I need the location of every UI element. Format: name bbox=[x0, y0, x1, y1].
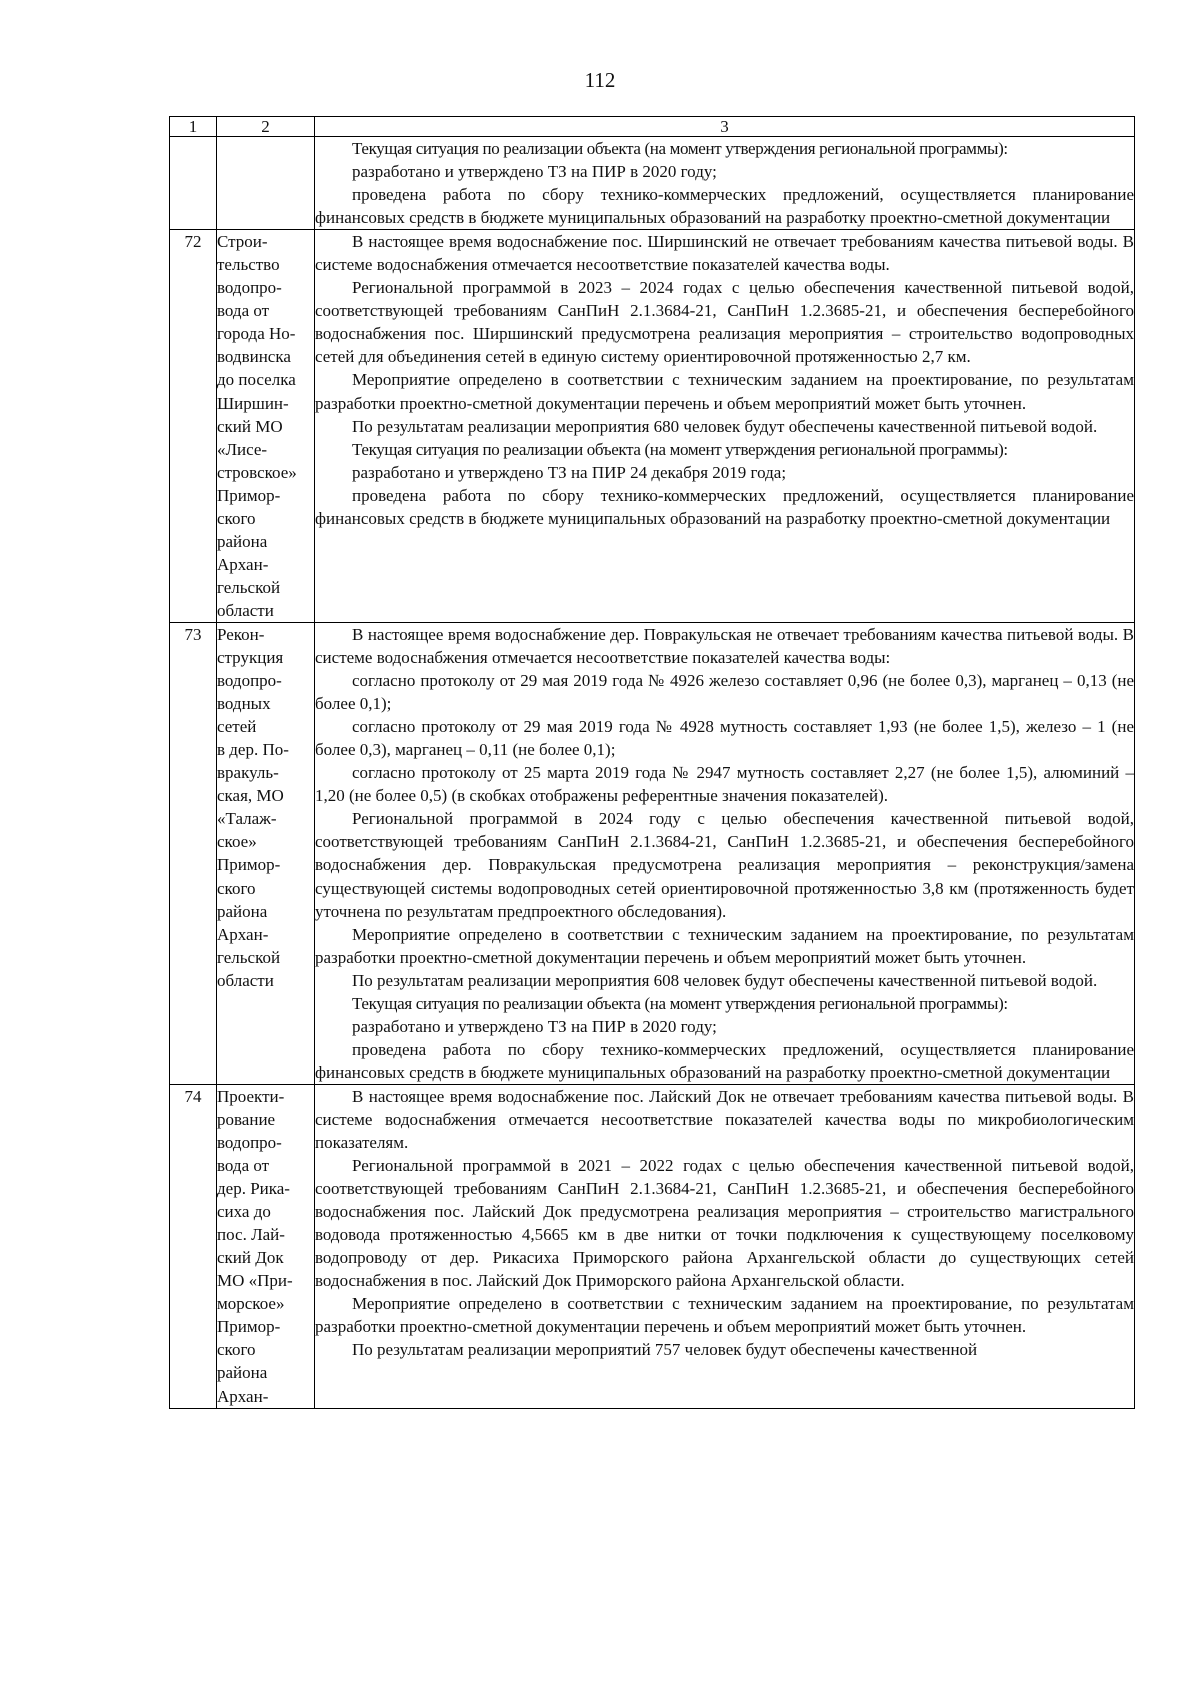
description-paragraph: разработано и утверждено ТЗ на ПИР в 2020 году; bbox=[352, 1016, 717, 1036]
column-header-2: 2 bbox=[217, 117, 315, 137]
object-name-line: района bbox=[217, 531, 268, 551]
description-paragraph: Региональной программой в 2024 году с целью обеспечения качественной питьевой водой, соответствующей требованиям СанПиН 2.1.3684-21, СанПиН 1.2.3685-21, и обеспечения бесперебойного водоснабжения дер. Повракульская предусмотрена реализация мероприятия – реконструкция/замена существующей системы водопроводных сетей ориентировочной протяженностью 3,8 км (протяженность будет уточнена по результатам предпроектного обследования). bbox=[315, 809, 1134, 921]
object-name-line: вода от bbox=[217, 1156, 270, 1176]
object-name-line: ский МО bbox=[217, 416, 283, 436]
page-number: 112 bbox=[584, 68, 616, 92]
description-paragraph: разработано и утверждено ТЗ на ПИР 24 декабря 2019 года; bbox=[352, 462, 787, 482]
object-name-line: Примор- bbox=[217, 855, 281, 875]
object-name-cell bbox=[217, 137, 315, 230]
object-name-line: водопро- bbox=[217, 671, 282, 691]
object-name-line: вода от bbox=[217, 301, 270, 321]
object-name-line: до поселка bbox=[217, 370, 296, 390]
object-name-line: сиха до bbox=[217, 1202, 271, 1222]
description-paragraph: Региональной программой в 2021 – 2022 годах с целью обеспечения качественной питьевой водой, соответствующей требованиям СанПиН 2.1.3684-21, СанПиН 1.2.3685-21, и обеспечения бесперебойного водоснабжения пос. Лайский Док предусмотрена реализация мероприятия – строительство магистрального водовода протяженностью 4,5665 км в две нитки от точки подключения к существующему поселковому водопроводу от дер. Рикасиха Приморского района Архангельской области до существующих сетей водоснабжения в пос. Лайский Док Приморского района Архангельской области. bbox=[315, 1156, 1134, 1291]
description-cell bbox=[315, 622, 1135, 1084]
object-name-line: ского bbox=[217, 878, 256, 898]
description-cell bbox=[315, 230, 1135, 623]
object-name-cell bbox=[217, 230, 315, 623]
description-paragraph: Текущая ситуация по реализации объекта (на момент утверждения региональной программы): bbox=[352, 139, 1008, 158]
object-name-line: ский Док bbox=[217, 1248, 284, 1268]
object-name-line: водвинска bbox=[217, 347, 291, 367]
object-name-line: пос. Лай- bbox=[217, 1225, 285, 1245]
object-name-line: ского bbox=[217, 508, 256, 528]
object-name-line: области bbox=[217, 600, 274, 620]
table-header-row bbox=[170, 117, 1135, 137]
object-name-line: Проекти- bbox=[217, 1086, 285, 1106]
object-name-line: дер. Рика- bbox=[217, 1179, 290, 1199]
description-paragraph: разработано и утверждено ТЗ на ПИР в 2020 году; bbox=[352, 162, 717, 182]
object-name-line: водных bbox=[217, 694, 271, 714]
object-name-line: Рекон- bbox=[217, 624, 265, 644]
row-number: 72 bbox=[170, 230, 217, 623]
object-name-line: Примор- bbox=[217, 1317, 281, 1337]
object-name-line: Примор- bbox=[217, 485, 281, 505]
object-name-line: водопро- bbox=[217, 1133, 282, 1153]
measures-table bbox=[169, 116, 1135, 1409]
object-name-line: «Талаж- bbox=[217, 809, 277, 829]
object-name-line: «Лисе- bbox=[217, 439, 268, 459]
object-name-line: гельской bbox=[217, 577, 281, 597]
object-name-line: стровское» bbox=[217, 462, 297, 482]
description-cell bbox=[315, 1084, 1135, 1408]
description-paragraph: Мероприятие определено в соответствии с техническим заданием на проектирование, по результатам разработки проектно-сметной документации перечень и объем мероприятий может быть уточнен. bbox=[315, 1294, 1134, 1337]
table-row bbox=[170, 230, 1135, 623]
row-number bbox=[170, 137, 217, 230]
description-paragraph: согласно протоколу от 29 мая 2019 года № 4926 железо составляет 0,96 (не более 0,3), марганец – 0,13 (не более 0,1); bbox=[315, 671, 1134, 714]
description-paragraph: В настоящее время водоснабжение пос. Ширшинский не отвечает требованиям качества питьевой воды. В системе водоснабжения отмечается несоответствие показателей качества воды. bbox=[315, 232, 1134, 275]
description-paragraph: Мероприятие определено в соответствии с техническим заданием на проектирование, по результатам разработки проектно-сметной документации перечень и объем мероприятий может быть уточнен. bbox=[315, 370, 1134, 413]
description-paragraph: По результатам реализации мероприятий 757 человек будут обеспечены качественной bbox=[352, 1340, 978, 1360]
table-row bbox=[170, 1084, 1135, 1408]
table-row bbox=[170, 622, 1135, 1084]
object-name-line: ского bbox=[217, 1340, 256, 1360]
description-paragraph: проведена работа по сбору технико-коммерческих предложений, осуществляется планирование финансовых средств в бюджете муниципальных образований на разработку проектно-сметной документации bbox=[315, 185, 1134, 228]
object-name-line: Архан- bbox=[217, 924, 269, 944]
description-paragraph: согласно протоколу от 25 марта 2019 года № 2947 мутность составляет 2,27 (не более 1,5), алюминий – 1,20 (не более 0,5) (в скобках отображены референтные значения показателей). bbox=[315, 763, 1134, 806]
description-paragraph: проведена работа по сбору технико-коммерческих предложений, осуществляется планирование финансовых средств в бюджете муниципальных образований на разработку проектно-сметной документации bbox=[315, 1039, 1134, 1082]
description-paragraph: согласно протоколу от 29 мая 2019 года № 4928 мутность составляет 1,93 (не более 1,5), железо – 1 (не более 0,3), марганец – 0,11 (не более 0,1); bbox=[315, 717, 1134, 760]
object-name-line: Архан- bbox=[217, 554, 269, 574]
column-header-1: 1 bbox=[170, 117, 217, 137]
object-name-line: морское» bbox=[217, 1294, 285, 1314]
object-name-line: Строи- bbox=[217, 232, 268, 252]
object-name-line: тельство bbox=[217, 255, 280, 275]
description-paragraph: Мероприятие определено в соответствии с техническим заданием на проектирование, по результатам разработки проектно-сметной документации перечень и объем мероприятий может быть уточнен. bbox=[315, 924, 1134, 967]
description-paragraph: Текущая ситуация по реализации объекта (на момент утверждения региональной программы): bbox=[352, 993, 1008, 1013]
object-name-line: гельской bbox=[217, 947, 281, 967]
description-paragraph: Текущая ситуация по реализации объекта (на момент утверждения региональной программы): bbox=[352, 439, 1008, 459]
object-name-line: сетей bbox=[217, 717, 257, 737]
object-name-cell bbox=[217, 1084, 315, 1408]
description-cell bbox=[315, 137, 1135, 230]
object-name-line: рование bbox=[217, 1109, 276, 1129]
object-name-line: вракуль- bbox=[217, 763, 279, 783]
object-name-cell bbox=[217, 622, 315, 1084]
description-paragraph: В настоящее время водоснабжение пос. Лайский Док не отвечает требованиям качества питьевой воды. В системе водоснабжения отмечается несоответствие показателей качества воды по микробиологическим показателям. bbox=[315, 1086, 1134, 1153]
object-name-line: района bbox=[217, 1363, 268, 1383]
description-paragraph: Региональной программой в 2023 – 2024 годах с целью обеспечения качественной питьевой водой, соответствующей требованиям СанПиН 2.1.3684-21, СанПиН 1.2.3685-21, и обеспечения бесперебойного водоснабжения пос. Ширшинский предусмотрена реализация мероприятия – строительство водопроводных сетей для объединения сетей в единую систему ориентировочной протяженностью 2,7 км. bbox=[315, 278, 1134, 367]
description-paragraph: По результатам реализации мероприятия 680 человек будут обеспечены качественной питьевой водой. bbox=[352, 416, 1098, 436]
description-paragraph: По результатам реализации мероприятия 608 человек будут обеспечены качественной питьевой водой. bbox=[352, 970, 1098, 990]
description-paragraph: проведена работа по сбору технико-коммерческих предложений, осуществляется планирование финансовых средств в бюджете муниципальных образований на разработку проектно-сметной документации bbox=[315, 485, 1134, 528]
object-name-line: ское» bbox=[217, 832, 257, 852]
object-name-line: в дер. По- bbox=[217, 740, 289, 760]
object-name-line: струкция bbox=[217, 648, 284, 668]
object-name-line: ская, МО bbox=[217, 786, 284, 806]
object-name-line: области bbox=[217, 970, 274, 990]
object-name-line: МО «При- bbox=[217, 1271, 293, 1291]
object-name-line: водопро- bbox=[217, 278, 282, 298]
table-body bbox=[170, 137, 1135, 1409]
table-row bbox=[170, 137, 1135, 230]
description-paragraph: В настоящее время водоснабжение дер. Повракульская не отвечает требованиям качества питьевой воды. В системе водоснабжения отмечается несоответствие показателей качества воды: bbox=[315, 624, 1134, 668]
row-number: 74 bbox=[170, 1084, 217, 1408]
object-name-line: Архан- bbox=[217, 1386, 269, 1406]
column-header-3: 3 bbox=[315, 117, 1135, 137]
row-number: 73 bbox=[170, 622, 217, 1084]
object-name-line: Ширшин- bbox=[217, 393, 289, 413]
object-name-line: города Но- bbox=[217, 324, 296, 344]
object-name-line: района bbox=[217, 901, 268, 921]
